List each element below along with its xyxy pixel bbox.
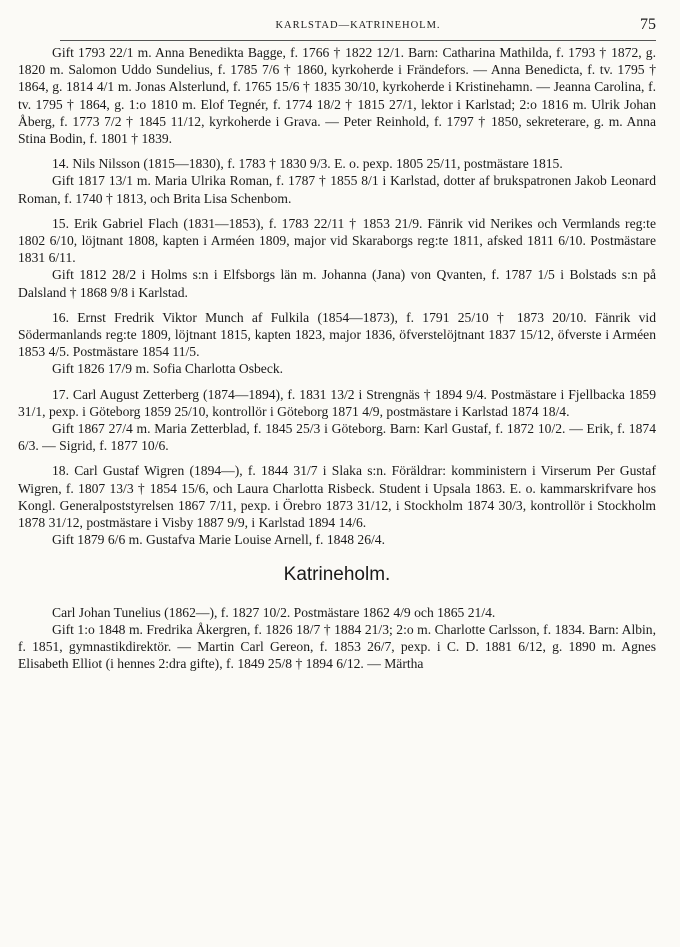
paragraph: Gift 1793 22/1 m. Anna Benedikta Bagge, f. 1766 † 1822 12/1. Barn: Catharina Mathilda, f. 1793 † 1872, g. 1820 m. Salomon Uddo Sundelius, f. 1785 7/6 † 1860, kyrkoherde i Frändefors. — Anna Benedicta, f. tv. 1795 † 1864, g. 1814 4/1 m. Jonas Alsterlund, f. 1765 15/6 † 1835 30/10, kyrkoherde i Kristinehamn. — Jeanna Carolina, f. tv. 1795 † 1864, g. 1:o 1810 m. Elof Tegnér, f. 1774 18/2 † 1815 27/1, lektor i Karlstad; 2:o 1816 m. Ulrik Johan Åberg, f. 1773 7/2 † 1845 11/12, kyrkoherde i Grava. — Peter Reinhold, f. 1797 † 1850, sekreterare, g. m. Anna Stina Bodin, f. 1801 † 1839. [18,45,656,147]
paragraph: 17. Carl August Zetterberg (1874—1894), f. 1831 13/2 i Strengnäs † 1894 9/4. Postmästare i Fjellbacka 1859 31/1, pexp. i Göteborg 1859 25/10, kontrollör i Göteborg 1871 4/9, postmästare i Karlstad 1874 18/4. [18,386,656,419]
paragraph: Gift 1812 28/2 i Holms s:n i Elfsborgs län m. Johanna (Jana) von Qvanten, f. 1787 1/5 i Bolstads s:n på Dalsland † 1868 9/8 i Karlstad. [18,267,656,300]
paragraph: Gift 1:o 1848 m. Fredrika Åkergren, f. 1826 18/7 † 1884 21/3; 2:o m. Charlotte Carlsson, f. 1834. Barn: Albin, f. 1851, gymnastikdirektör. — Martin Carl Gereon, f. 1853 26/7, pexp. i C. D. 1881 6/12, g. 1890 m. Agnes Elisabeth Elliot (i hennes 2:dra gifte), f. 1849 25/8 † 1894 6/12. — Märtha [18,621,656,672]
paragraph: Gift 1817 13/1 m. Maria Ulrika Roman, f. 1787 † 1855 8/1 i Karlstad, dotter af brukspatronen Jakob Leonard Roman, f. 1740 † 1813, och Brita Lisa Schenbom. [18,173,656,206]
paragraph: Gift 1879 6/6 m. Gustafva Marie Louise Arnell, f. 1848 26/4. [52,532,385,548]
paragraph: 14. Nils Nilsson (1815—1830), f. 1783 † 1830 9/3. E. o. pexp. 1805 25/11, postmästare 1815. [52,156,563,172]
paragraph: 16. Ernst Fredrik Viktor Munch af Fulkila (1854—1873), f. 1791 25/10 † 1873 20/10. Fänrik vid Södermanlands reg:te 1809, löjtnant 1815, kapten 1823, major 1836, öfverstelöjtnant 1837 15/12, öfverste i Arméen 1853 4/5. Postmästare 1854 11/5. [18,309,656,360]
paragraph: 18. Carl Gustaf Wigren (1894—), f. 1844 31/7 i Slaka s:n. Föräldrar: komministern i Virserum Per Gustaf Wigren, f. 1807 13/3 † 1854 15/6, och Laura Charlotta Risbeck. Student i Upsala 1863. E. o. kammarskrifvare hos Kongl. Generalpoststyrelsen 1867 7/11, pexp. i Örebro 1873 31/12, i Stockholm 1874 30/3, kontrollör i Stockholm 1878 31/12, postmästare i Visby 1887 9/9, i Karlstad 1894 14/6. [18,463,656,531]
body-text [18,44,656,673]
paragraph: Gift 1867 27/4 m. Maria Zetterblad, f. 1845 25/3 i Göteborg. Barn: Karl Gustaf, f. 1872 10/2. — Erik, f. 1874 6/3. — Sigrid, f. 1877 10/6. [18,421,656,454]
section-title: Katrineholm. [283,564,391,586]
running-header [60,18,656,41]
paragraph: Gift 1826 17/9 m. Sofia Charlotta Osbeck. [52,361,284,377]
page-number: 75 [640,16,656,33]
running-title: KARLSTAD—KATRINEHOLM. [275,20,441,31]
paragraph: 15. Erik Gabriel Flach (1831—1853), f. 1783 22/11 † 1853 21/9. Fänrik vid Nerikes och Vermlands reg:te 1802 6/10, löjtnant 1808, kapten i Arméen 1809, major vid Skaraborgs reg:te 1811, afsked 1811 6/10. Postmästare 1831 6/11. [18,215,656,266]
paragraph: Carl Johan Tunelius (1862—), f. 1827 10/2. Postmästare 1862 4/9 och 1865 21/4. [52,604,496,620]
